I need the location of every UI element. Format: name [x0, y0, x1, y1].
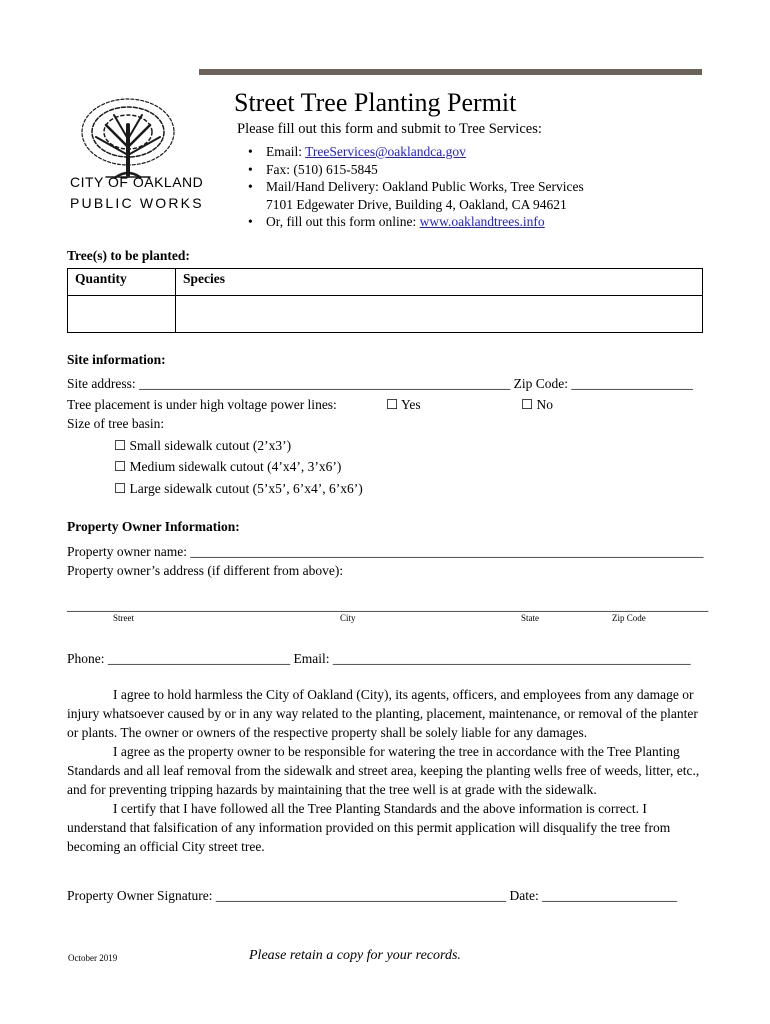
power-lines-label: Tree placement is under high voltage power lines:: [67, 397, 337, 412]
checkbox-icon[interactable]: ☐: [114, 438, 127, 453]
email-label: Email:: [266, 144, 306, 159]
header-rule: [199, 69, 702, 75]
city-caption: City: [340, 613, 356, 623]
site-address-line[interactable]: Site address: _______________________________________________________ Zip Code: __________________: [67, 376, 693, 391]
power-no-option[interactable]: [521, 397, 553, 413]
checkbox-icon[interactable]: ☐: [114, 459, 127, 474]
owner-address-label: Property owner’s address (if different from above):: [67, 563, 344, 578]
checkbox-icon[interactable]: ☐: [521, 397, 534, 412]
zip-caption: Zip Code: [612, 613, 646, 623]
quantity-header: Quantity: [68, 269, 176, 296]
signature-line[interactable]: Property Owner Signature: ___________________________________________ Date: ____________________: [67, 888, 678, 903]
submission-methods-list: [248, 143, 584, 231]
table-row: [68, 296, 703, 333]
fax-item: [248, 161, 584, 179]
yes-label: Yes: [400, 397, 421, 412]
fax-text: Fax: (510) 615-5845: [266, 161, 378, 177]
agreement-paragraph-1: I agree to hold harmless the City of Oakland (City), its agents, officers, and employees from any damage or injury whatsoever caused by or in any way related to the planting, placement, maintenance, or removal of the planter or plants. The owner or owners of the respective property shall be solely liable for any damages.: [67, 687, 698, 740]
bullet-icon: •: [248, 144, 253, 159]
logo-city-text: CITY OF OAKLAND: [70, 174, 204, 190]
power-yes-option[interactable]: [386, 397, 421, 413]
owner-heading: Property Owner Information:: [67, 519, 240, 534]
contact-line[interactable]: Phone: ___________________________ Email: _____________________________________________________: [67, 651, 691, 666]
checkbox-icon[interactable]: ☐: [386, 397, 399, 412]
trees-table: [67, 268, 703, 333]
quantity-cell[interactable]: [68, 296, 176, 333]
intro-text: Please fill out this form and submit to Tree Services:: [237, 121, 542, 137]
site-heading: Site information:: [67, 352, 166, 367]
basin-medium-option[interactable]: [114, 459, 341, 475]
no-label: No: [536, 397, 553, 412]
basin-small-label: Small sidewalk cutout (2’x3’): [129, 438, 292, 453]
species-header: Species: [176, 269, 703, 296]
basin-medium-label: Medium sidewalk cutout (4’x4’, 3’x6’): [129, 459, 342, 474]
street-caption: Street: [113, 613, 134, 623]
owner-address-line[interactable]: _______________________________________________________________________________________________: [67, 598, 709, 613]
trees-table-header: [68, 269, 703, 296]
bullet-icon: •: [248, 161, 253, 177]
agreement-paragraph-3: I certify that I have followed all the Tree Planting Standards and the above information is correct. I understand that falsification of any information provided on this permit application will disqualify the tree from becoming an official City street tree.: [67, 801, 671, 854]
page-title: Street Tree Planting Permit: [234, 88, 517, 117]
online-label: Or, fill out this form online:: [266, 214, 420, 229]
basin-large-label: Large sidewalk cutout (5’x5’, 6’x4’, 6’x6’): [129, 481, 363, 496]
mail-text-line1: Mail/Hand Delivery: Oakland Public Works, Tree Services: [266, 179, 584, 194]
checkbox-icon[interactable]: ☐: [114, 481, 127, 496]
logo-dept-text: PUBLIC WORKS: [70, 195, 204, 211]
footer-note: Please retain a copy for your records.: [249, 948, 461, 963]
species-cell[interactable]: [176, 296, 703, 333]
trees-heading: Tree(s) to be planted:: [67, 248, 190, 263]
mail-item: [248, 178, 584, 213]
email-link[interactable]: TreeServices@oaklandca.gov: [305, 144, 466, 159]
owner-name-line[interactable]: Property owner name: ____________________________________________________________________________: [67, 544, 704, 559]
basin-label: Size of tree basin:: [67, 416, 165, 431]
bullet-icon: •: [248, 179, 253, 194]
agreement-text: [67, 685, 707, 856]
basin-small-option[interactable]: [114, 438, 291, 454]
online-link[interactable]: www.oaklandtrees.info: [419, 214, 545, 229]
basin-large-option[interactable]: [114, 481, 363, 497]
mail-text-line2: 7101 Edgewater Drive, Building 4, Oakland, CA 94621: [266, 196, 567, 212]
agreement-paragraph-2: I agree as the property owner to be responsible for watering the tree in accordance with the Tree Planting Standards and all leaf removal from the sidewalk and street area, keeping the planting wells free of weeds, litter, etc., and for preventing tripping hazards by maintaining that the tree well is at grade with the sidewalk.: [67, 744, 700, 797]
online-item: [248, 213, 584, 231]
footer-date: October 2019: [68, 953, 118, 963]
email-item: [248, 143, 584, 161]
state-caption: State: [521, 613, 539, 623]
bullet-icon: •: [248, 214, 253, 229]
